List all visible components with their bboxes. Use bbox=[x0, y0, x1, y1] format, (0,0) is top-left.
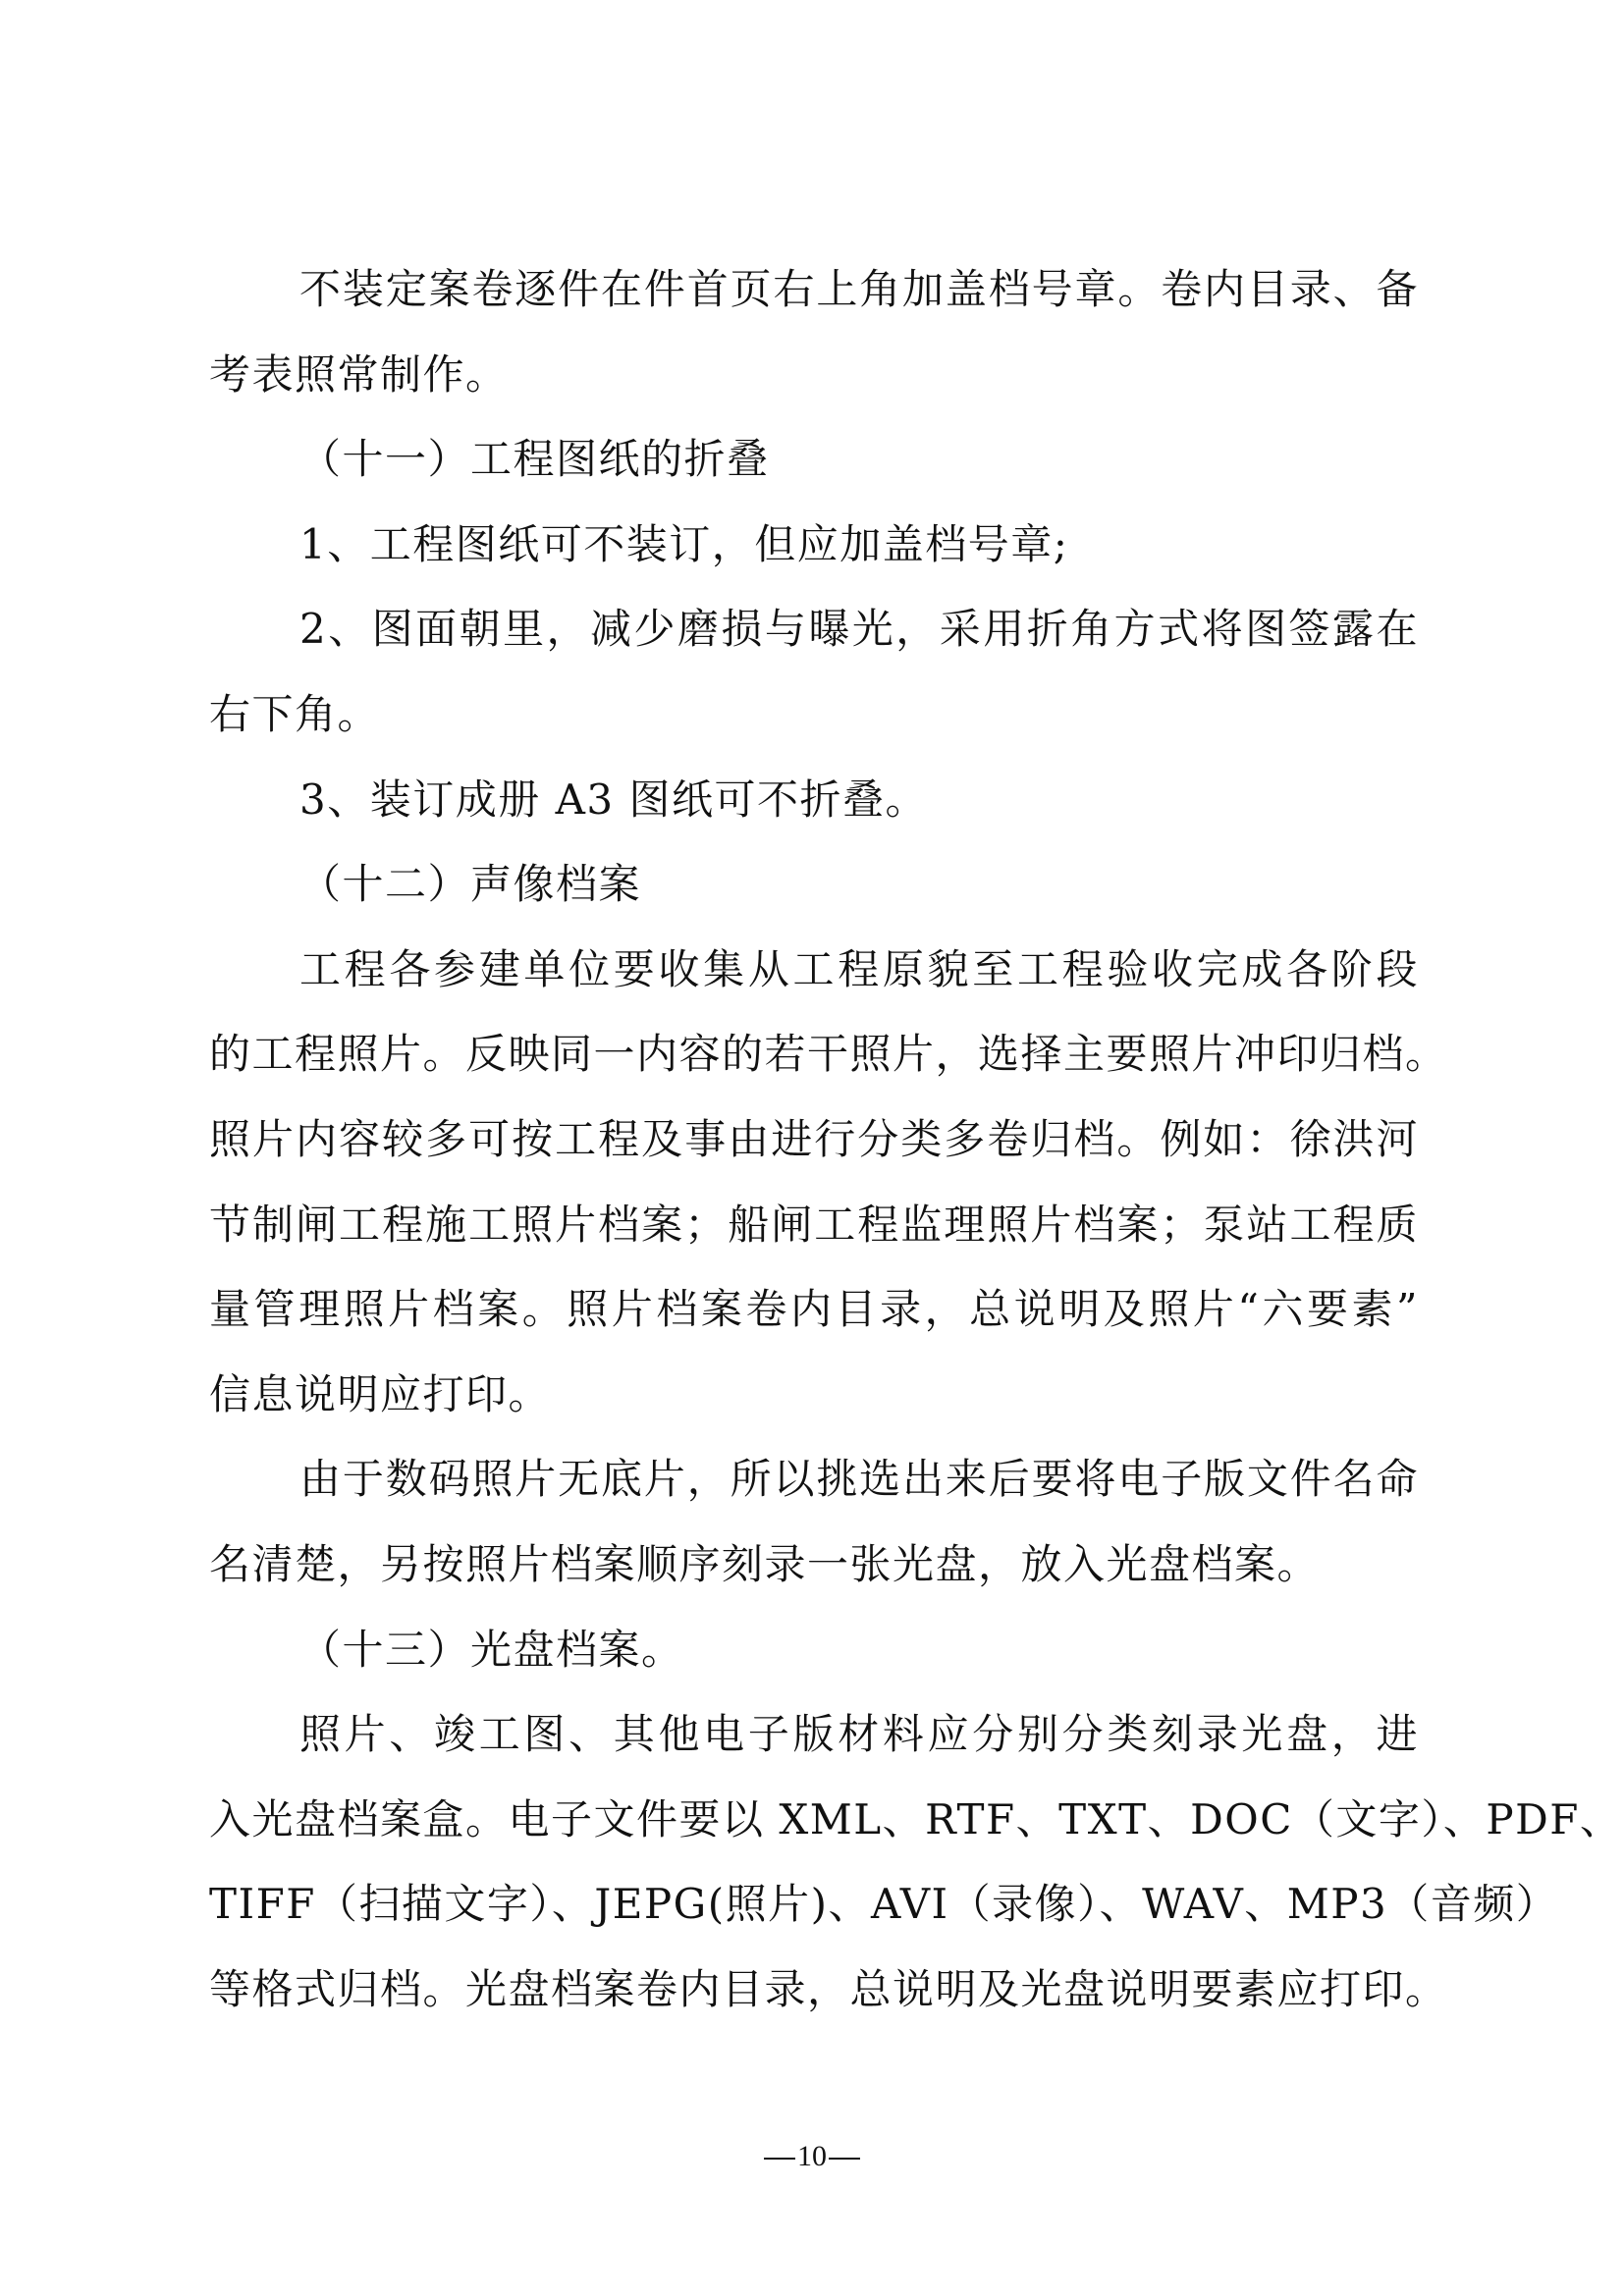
text-line: 2、图面朝里，减少磨损与曝光，采用折角方式将图签露在 bbox=[299, 605, 1419, 654]
list-item-1: 1、工程图纸可不装订，但应加盖档号章; bbox=[299, 519, 1069, 568]
text-line: 节制闸工程施工照片档案；船闸工程监理照片档案；泵站工程质 bbox=[209, 1200, 1419, 1249]
text-line: 考表照常制作。 bbox=[209, 349, 509, 399]
paragraph-photo-archives bbox=[209, 937, 1448, 1448]
text-line: 等格式归档。光盘档案卷内目录，总说明及光盘说明要素应打印。 bbox=[209, 1964, 1448, 2013]
list-item-3: 3、装订成册 A3 图纸可不折叠。 bbox=[299, 774, 928, 824]
section-heading-13: （十三）光盘档案。 bbox=[299, 1625, 684, 1674]
text-line: 入光盘档案盒。电子文件要以 XML、RTF、TXT、DOC（文字）、PDF、 bbox=[209, 1794, 1623, 1843]
paragraph-disc-archives bbox=[209, 1702, 1623, 2042]
section-heading-12: （十二）声像档案 bbox=[299, 860, 642, 909]
body-text bbox=[209, 257, 1623, 2042]
paragraph-digital-photos bbox=[209, 1447, 1419, 1617]
section-heading-11: （十一）工程图纸的折叠 bbox=[299, 435, 770, 484]
dash-right bbox=[829, 2158, 860, 2160]
text-line: TIFF（扫描文字）、JEPG(照片)、AVI（录像）、WAV、MP3（音频） bbox=[209, 1880, 1559, 1929]
page-number bbox=[0, 2140, 1624, 2173]
paragraph-unbound-files bbox=[209, 257, 1419, 427]
page-number-value: 10 bbox=[797, 2140, 827, 2172]
list-item-2 bbox=[209, 597, 1419, 767]
text-line: 信息说明应打印。 bbox=[209, 1369, 552, 1418]
text-line: 照片内容较多可按工程及事由进行分类多卷归档。例如：徐洪河 bbox=[209, 1114, 1419, 1163]
text-line: 照片、竣工图、其他电子版材料应分别分类刻录光盘，进 bbox=[299, 1710, 1419, 1759]
text-line: 工程各参建单位要收集从工程原貌至工程验收完成各阶段 bbox=[299, 944, 1419, 993]
text-line: 右下角。 bbox=[209, 689, 381, 738]
text-line: 名清楚，另按照片档案顺序刻录一张光盘，放入光盘档案。 bbox=[209, 1539, 1321, 1588]
text-line: 不装定案卷逐件在件首页右上角加盖档号章。卷内目录、备 bbox=[299, 265, 1419, 313]
text-line: 的工程照片。反映同一内容的若干照片，选择主要照片冲印归档。 bbox=[209, 1030, 1448, 1079]
text-line: 由于数码照片无底片，所以挑选出来后要将电子版文件名命 bbox=[299, 1455, 1419, 1504]
dash-left bbox=[764, 2158, 795, 2160]
text-line: 量管理照片档案。照片档案卷内目录，总说明及照片“六要素” bbox=[209, 1285, 1419, 1334]
